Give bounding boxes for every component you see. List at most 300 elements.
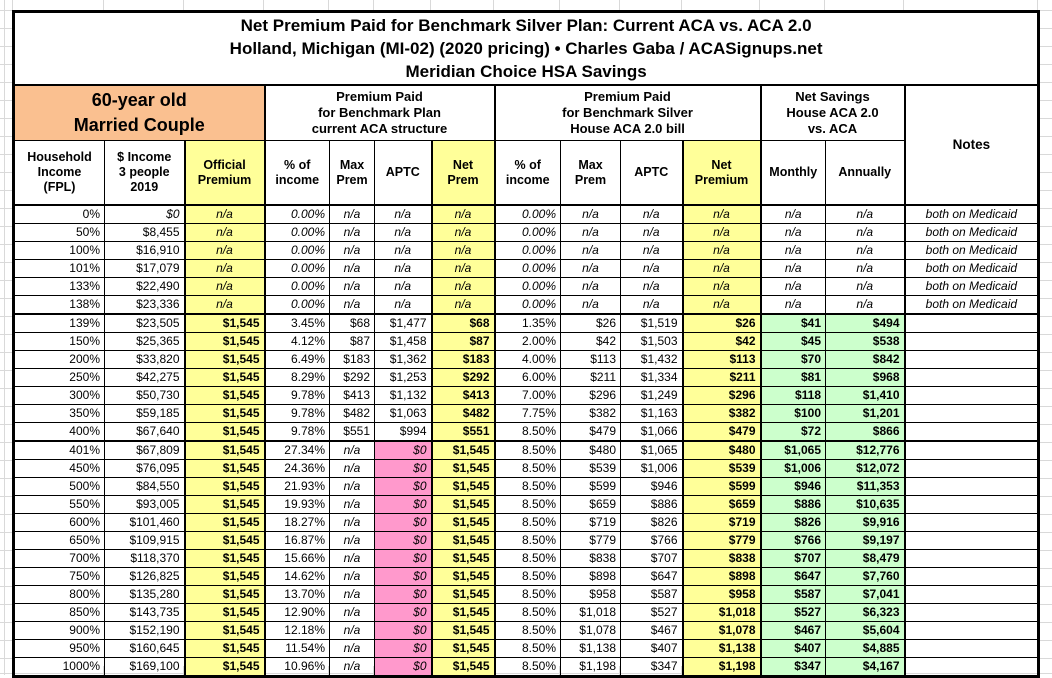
cell-official[interactable]: n/a [185,242,265,260]
cell-h_pct[interactable]: 8.50% [495,496,561,514]
cell-aca_max[interactable]: $413 [330,387,375,405]
cell-aca_pct[interactable]: 9.78% [265,405,330,423]
cell-official[interactable]: $1,545 [185,478,265,496]
cell-fpl[interactable]: 500% [14,478,105,496]
cell-aca_aptc[interactable]: $1,458 [375,333,432,351]
cell-note[interactable]: both on Medicaid [905,242,1039,260]
cell-aca_net[interactable]: $1,545 [432,604,495,622]
cell-h_net[interactable]: n/a [683,278,761,296]
cell-note[interactable] [905,333,1039,351]
cell-h_pct[interactable]: 8.50% [495,441,561,460]
cell-aca_max[interactable]: $183 [330,351,375,369]
cell-h_pct[interactable]: 8.50% [495,532,561,550]
cell-h_net[interactable]: $382 [683,405,761,423]
group-header-house-aca20[interactable]: Premium Paid for Benchmark Silver House ACA 2.0 bill [495,85,761,141]
cell-h_net[interactable]: $211 [683,369,761,387]
cell-note[interactable] [905,658,1039,677]
cell-monthly[interactable]: n/a [761,278,826,296]
cell-income[interactable]: $23,505 [105,314,185,333]
cell-h_max[interactable]: n/a [561,242,621,260]
cell-h_pct[interactable]: 7.75% [495,405,561,423]
cell-note[interactable] [905,622,1039,640]
cell-h_pct[interactable]: 0.00% [495,242,561,260]
cell-h_pct[interactable]: 8.50% [495,640,561,658]
cell-note[interactable] [905,586,1039,604]
cell-fpl[interactable]: 100% [14,242,105,260]
cell-h_max[interactable]: $719 [561,514,621,532]
cell-aca_aptc[interactable]: $994 [375,423,432,442]
cell-official[interactable]: $1,545 [185,658,265,677]
cell-h_max[interactable]: $838 [561,550,621,568]
cell-annually[interactable]: $10,635 [826,496,905,514]
cell-fpl[interactable]: 150% [14,333,105,351]
cell-aca_pct[interactable]: 12.90% [265,604,330,622]
cell-h_net[interactable]: $296 [683,387,761,405]
cell-aca_net[interactable]: $413 [432,387,495,405]
cell-aca_aptc[interactable]: n/a [375,260,432,278]
cell-official[interactable]: $1,545 [185,460,265,478]
cell-aca_max[interactable]: n/a [330,296,375,315]
cell-income[interactable]: $160,645 [105,640,185,658]
cell-income[interactable]: $84,550 [105,478,185,496]
cell-aca_pct[interactable]: 3.45% [265,314,330,333]
cell-income[interactable]: $42,275 [105,369,185,387]
cell-h_aptc[interactable]: $407 [621,640,683,658]
cell-fpl[interactable]: 850% [14,604,105,622]
cell-aca_net[interactable]: n/a [432,278,495,296]
cell-annually[interactable]: n/a [826,224,905,242]
cell-h_pct[interactable]: 2.00% [495,333,561,351]
cell-aca_max[interactable]: n/a [330,658,375,677]
cell-aca_max[interactable]: n/a [330,205,375,224]
cell-income[interactable]: $67,809 [105,441,185,460]
cell-note[interactable] [905,568,1039,586]
cell-aca_net[interactable]: $1,545 [432,496,495,514]
column-header-aca-max-prem[interactable]: Max Prem [330,141,375,206]
cell-note[interactable] [905,532,1039,550]
cell-aca_max[interactable]: n/a [330,532,375,550]
cell-aca_pct[interactable]: 0.00% [265,260,330,278]
cell-official[interactable]: n/a [185,296,265,315]
cell-note[interactable] [905,369,1039,387]
cell-income[interactable]: $25,365 [105,333,185,351]
cell-h_pct[interactable]: 8.50% [495,568,561,586]
cell-annually[interactable]: $4,167 [826,658,905,677]
cell-aca_max[interactable]: n/a [330,604,375,622]
cell-h_net[interactable]: $26 [683,314,761,333]
cell-aca_net[interactable]: n/a [432,242,495,260]
cell-note[interactable] [905,460,1039,478]
cell-h_net[interactable]: $779 [683,532,761,550]
cell-aca_net[interactable]: n/a [432,296,495,315]
column-header-house-max-prem[interactable]: Max Prem [561,141,621,206]
cell-aca_aptc[interactable]: $0 [375,441,432,460]
cell-fpl[interactable]: 650% [14,532,105,550]
cell-h_max[interactable]: $1,078 [561,622,621,640]
cell-monthly[interactable]: n/a [761,296,826,315]
cell-aca_max[interactable]: n/a [330,441,375,460]
cell-annually[interactable]: n/a [826,242,905,260]
cell-income[interactable]: $59,185 [105,405,185,423]
cell-fpl[interactable]: 400% [14,423,105,442]
cell-income[interactable]: $152,190 [105,622,185,640]
cell-aca_max[interactable]: n/a [330,460,375,478]
cell-income[interactable]: $109,915 [105,532,185,550]
cell-official[interactable]: $1,545 [185,514,265,532]
cell-aca_aptc[interactable]: $0 [375,586,432,604]
cell-h_aptc[interactable]: $1,065 [621,441,683,460]
cell-fpl[interactable]: 350% [14,405,105,423]
cell-fpl[interactable]: 0% [14,205,105,224]
cell-h_aptc[interactable]: $647 [621,568,683,586]
cell-annually[interactable]: $4,885 [826,640,905,658]
cell-fpl[interactable]: 550% [14,496,105,514]
cell-h_net[interactable]: $1,078 [683,622,761,640]
cell-aca_net[interactable]: n/a [432,260,495,278]
cell-fpl[interactable]: 1000% [14,658,105,677]
cell-aca_pct[interactable]: 0.00% [265,296,330,315]
cell-aca_net[interactable]: $1,545 [432,568,495,586]
cell-income[interactable]: $143,735 [105,604,185,622]
cell-aca_pct[interactable]: 4.12% [265,333,330,351]
cell-aca_net[interactable]: $87 [432,333,495,351]
cell-aca_net[interactable]: $1,545 [432,586,495,604]
cell-h_max[interactable]: $779 [561,532,621,550]
cell-aca_pct[interactable]: 16.87% [265,532,330,550]
cell-aca_pct[interactable]: 9.78% [265,387,330,405]
cell-h_aptc[interactable]: $766 [621,532,683,550]
cell-aca_pct[interactable]: 21.93% [265,478,330,496]
cell-annually[interactable]: $494 [826,314,905,333]
cell-monthly[interactable]: $946 [761,478,826,496]
cell-annually[interactable]: $6,323 [826,604,905,622]
cell-aca_aptc[interactable]: $0 [375,478,432,496]
group-header-net-savings[interactable]: Net Savings House ACA 2.0 vs. ACA [761,85,905,141]
cell-h_pct[interactable]: 8.50% [495,460,561,478]
cell-income[interactable]: $101,460 [105,514,185,532]
cell-fpl[interactable]: 300% [14,387,105,405]
cell-fpl[interactable]: 900% [14,622,105,640]
cell-annually[interactable]: $9,197 [826,532,905,550]
cell-note[interactable] [905,514,1039,532]
cell-fpl[interactable]: 133% [14,278,105,296]
cell-fpl[interactable]: 750% [14,568,105,586]
cell-aca_max[interactable]: $482 [330,405,375,423]
cell-monthly[interactable]: $118 [761,387,826,405]
cell-official[interactable]: $1,545 [185,387,265,405]
cell-aca_pct[interactable]: 8.29% [265,369,330,387]
cell-official[interactable]: n/a [185,224,265,242]
cell-aca_max[interactable]: n/a [330,478,375,496]
cell-note[interactable] [905,314,1039,333]
cell-aca_max[interactable]: n/a [330,550,375,568]
cell-note[interactable]: both on Medicaid [905,224,1039,242]
cell-note[interactable] [905,441,1039,460]
cell-h_pct[interactable]: 8.50% [495,622,561,640]
cell-aca_net[interactable]: $1,545 [432,460,495,478]
cell-note[interactable] [905,423,1039,442]
cell-h_max[interactable]: $479 [561,423,621,442]
cell-annually[interactable]: $5,604 [826,622,905,640]
cell-official[interactable]: $1,545 [185,496,265,514]
cell-h_max[interactable]: $296 [561,387,621,405]
cell-monthly[interactable]: n/a [761,224,826,242]
cell-h_pct[interactable]: 0.00% [495,278,561,296]
cell-h_pct[interactable]: 0.00% [495,296,561,315]
cell-monthly[interactable]: $1,006 [761,460,826,478]
cell-aca_max[interactable]: n/a [330,640,375,658]
cell-annually[interactable]: $12,072 [826,460,905,478]
cell-aca_pct[interactable]: 0.00% [265,242,330,260]
cell-aca_aptc[interactable]: n/a [375,224,432,242]
cell-h_aptc[interactable]: $1,503 [621,333,683,351]
cell-h_pct[interactable]: 8.50% [495,604,561,622]
cell-official[interactable]: $1,545 [185,640,265,658]
cell-h_pct[interactable]: 7.00% [495,387,561,405]
cell-aca_max[interactable]: n/a [330,224,375,242]
cell-h_max[interactable]: $599 [561,478,621,496]
cell-h_net[interactable]: n/a [683,260,761,278]
cell-monthly[interactable]: $707 [761,550,826,568]
cell-annually[interactable]: $866 [826,423,905,442]
cell-h_aptc[interactable]: $467 [621,622,683,640]
cell-aca_net[interactable]: $1,545 [432,441,495,460]
cell-aca_pct[interactable]: 6.49% [265,351,330,369]
cell-official[interactable]: $1,545 [185,405,265,423]
cell-h_aptc[interactable]: $826 [621,514,683,532]
cell-aca_max[interactable]: $87 [330,333,375,351]
cell-aca_pct[interactable]: 11.54% [265,640,330,658]
cell-note[interactable] [905,351,1039,369]
cell-official[interactable]: $1,545 [185,333,265,351]
cell-monthly[interactable]: $100 [761,405,826,423]
cell-h_max[interactable]: $659 [561,496,621,514]
cell-annually[interactable]: $12,776 [826,441,905,460]
cell-official[interactable]: $1,545 [185,369,265,387]
cell-h_net[interactable]: $599 [683,478,761,496]
cell-h_aptc[interactable]: $1,006 [621,460,683,478]
cell-annually[interactable]: $968 [826,369,905,387]
cell-aca_net[interactable]: $1,545 [432,658,495,677]
cell-h_pct[interactable]: 1.35% [495,314,561,333]
cell-h_aptc[interactable]: $527 [621,604,683,622]
cell-h_net[interactable]: $479 [683,423,761,442]
cell-h_pct[interactable]: 8.50% [495,586,561,604]
cell-aca_pct[interactable]: 9.78% [265,423,330,442]
cell-note[interactable] [905,604,1039,622]
cell-h_net[interactable]: $1,018 [683,604,761,622]
cell-annually[interactable]: $9,916 [826,514,905,532]
cell-h_net[interactable]: n/a [683,205,761,224]
cell-official[interactable]: n/a [185,278,265,296]
cell-monthly[interactable]: n/a [761,242,826,260]
cell-fpl[interactable]: 138% [14,296,105,315]
column-header-fpl[interactable]: Household Income (FPL) [14,141,105,206]
cell-income[interactable]: $169,100 [105,658,185,677]
cell-official[interactable]: $1,545 [185,568,265,586]
cell-income[interactable]: $33,820 [105,351,185,369]
cell-aca_net[interactable]: $1,545 [432,532,495,550]
cell-official[interactable]: $1,545 [185,314,265,333]
cell-income[interactable]: $16,910 [105,242,185,260]
cell-aca_net[interactable]: $482 [432,405,495,423]
cell-aca_pct[interactable]: 19.93% [265,496,330,514]
cell-aca_net[interactable]: $1,545 [432,514,495,532]
cell-official[interactable]: $1,545 [185,351,265,369]
cell-h_max[interactable]: $113 [561,351,621,369]
cell-income[interactable]: $135,280 [105,586,185,604]
cell-aca_pct[interactable]: 12.18% [265,622,330,640]
cell-monthly[interactable]: $467 [761,622,826,640]
column-header-aca-pct-income[interactable]: % of income [265,141,330,206]
cell-h_net[interactable]: $539 [683,460,761,478]
cell-h_aptc[interactable]: $1,334 [621,369,683,387]
cell-aca_max[interactable]: n/a [330,586,375,604]
cell-h_aptc[interactable]: n/a [621,278,683,296]
cell-aca_net[interactable]: $1,545 [432,478,495,496]
cell-h_pct[interactable]: 0.00% [495,205,561,224]
cell-aca_aptc[interactable]: $0 [375,532,432,550]
cell-aca_pct[interactable]: 13.70% [265,586,330,604]
cell-note[interactable]: both on Medicaid [905,296,1039,315]
cell-aca_aptc[interactable]: $0 [375,658,432,677]
cell-fpl[interactable]: 250% [14,369,105,387]
cell-aca_net[interactable]: $551 [432,423,495,442]
cell-official[interactable]: $1,545 [185,550,265,568]
cell-official[interactable]: n/a [185,205,265,224]
cell-aca_pct[interactable]: 10.96% [265,658,330,677]
cell-aca_aptc[interactable]: $1,063 [375,405,432,423]
cell-annually[interactable]: n/a [826,260,905,278]
column-header-monthly[interactable]: Monthly [761,141,826,206]
cell-h_net[interactable]: $659 [683,496,761,514]
cell-aca_pct[interactable]: 27.34% [265,441,330,460]
cell-official[interactable]: $1,545 [185,622,265,640]
cell-h_net[interactable]: $113 [683,351,761,369]
cell-monthly[interactable]: $70 [761,351,826,369]
cell-aca_aptc[interactable]: n/a [375,296,432,315]
cell-fpl[interactable]: 450% [14,460,105,478]
cell-annually[interactable]: $7,041 [826,586,905,604]
cell-h_max[interactable]: $1,198 [561,658,621,677]
column-header-notes[interactable]: Notes [905,85,1039,205]
cell-aca_net[interactable]: $1,545 [432,550,495,568]
cell-official[interactable]: $1,545 [185,423,265,442]
group-header-profile[interactable]: 60-year old Married Couple [14,85,265,141]
cell-aca_pct[interactable]: 14.62% [265,568,330,586]
cell-h_max[interactable]: $1,138 [561,640,621,658]
cell-annually[interactable]: $1,410 [826,387,905,405]
cell-h_aptc[interactable]: $1,066 [621,423,683,442]
cell-h_max[interactable]: n/a [561,296,621,315]
cell-annually[interactable]: n/a [826,205,905,224]
cell-aca_aptc[interactable]: $0 [375,514,432,532]
cell-aca_aptc[interactable]: $0 [375,604,432,622]
cell-aca_aptc[interactable]: n/a [375,242,432,260]
cell-annually[interactable]: $842 [826,351,905,369]
cell-h_aptc[interactable]: $1,519 [621,314,683,333]
cell-h_net[interactable]: $958 [683,586,761,604]
cell-income[interactable]: $17,079 [105,260,185,278]
cell-income[interactable]: $67,640 [105,423,185,442]
cell-note[interactable]: both on Medicaid [905,260,1039,278]
cell-h_max[interactable]: n/a [561,278,621,296]
cell-h_pct[interactable]: 0.00% [495,224,561,242]
column-header-house-pct-income[interactable]: % of income [495,141,561,206]
cell-aca_aptc[interactable]: $0 [375,550,432,568]
cell-note[interactable]: both on Medicaid [905,205,1039,224]
cell-h_max[interactable]: $1,018 [561,604,621,622]
column-header-income[interactable]: $ Income 3 people 2019 [105,141,185,206]
cell-annually[interactable]: $8,479 [826,550,905,568]
cell-income[interactable]: $22,490 [105,278,185,296]
cell-income[interactable]: $126,825 [105,568,185,586]
cell-annually[interactable]: $11,353 [826,478,905,496]
cell-official[interactable]: n/a [185,260,265,278]
cell-h_aptc[interactable]: $347 [621,658,683,677]
cell-aca_max[interactable]: $292 [330,369,375,387]
cell-note[interactable] [905,550,1039,568]
cell-h_aptc[interactable]: n/a [621,224,683,242]
cell-h_aptc[interactable]: n/a [621,205,683,224]
cell-h_net[interactable]: n/a [683,242,761,260]
cell-h_aptc[interactable]: $707 [621,550,683,568]
cell-h_max[interactable]: $958 [561,586,621,604]
table-title[interactable] [14,12,1039,86]
cell-annually[interactable]: n/a [826,296,905,315]
cell-aca_max[interactable]: $551 [330,423,375,442]
cell-aca_max[interactable]: n/a [330,622,375,640]
cell-aca_aptc[interactable]: $0 [375,622,432,640]
cell-aca_max[interactable]: n/a [330,568,375,586]
cell-h_pct[interactable]: 8.50% [495,658,561,677]
cell-aca_aptc[interactable]: $0 [375,496,432,514]
cell-h_net[interactable]: n/a [683,296,761,315]
cell-official[interactable]: $1,545 [185,586,265,604]
cell-aca_net[interactable]: n/a [432,224,495,242]
cell-h_aptc[interactable]: $587 [621,586,683,604]
cell-fpl[interactable]: 200% [14,351,105,369]
cell-aca_net[interactable]: $68 [432,314,495,333]
cell-h_net[interactable]: n/a [683,224,761,242]
cell-monthly[interactable]: $81 [761,369,826,387]
cell-monthly[interactable]: $41 [761,314,826,333]
cell-note[interactable] [905,640,1039,658]
cell-aca_aptc[interactable]: n/a [375,205,432,224]
cell-aca_pct[interactable]: 15.66% [265,550,330,568]
cell-h_pct[interactable]: 8.50% [495,514,561,532]
cell-annually[interactable]: $538 [826,333,905,351]
cell-monthly[interactable]: n/a [761,260,826,278]
cell-note[interactable]: both on Medicaid [905,278,1039,296]
cell-official[interactable]: $1,545 [185,604,265,622]
cell-aca_pct[interactable]: 0.00% [265,224,330,242]
cell-h_pct[interactable]: 6.00% [495,369,561,387]
cell-monthly[interactable]: $886 [761,496,826,514]
cell-h_net[interactable]: $1,198 [683,658,761,677]
cell-aca_net[interactable]: n/a [432,205,495,224]
cell-official[interactable]: $1,545 [185,532,265,550]
cell-h_aptc[interactable]: n/a [621,242,683,260]
cell-h_max[interactable]: n/a [561,260,621,278]
cell-h_aptc[interactable]: $1,249 [621,387,683,405]
cell-aca_aptc[interactable]: $1,132 [375,387,432,405]
column-header-official-premium[interactable]: Official Premium [185,141,265,206]
cell-h_max[interactable]: $898 [561,568,621,586]
cell-aca_aptc[interactable]: n/a [375,278,432,296]
cell-annually[interactable]: n/a [826,278,905,296]
cell-fpl[interactable]: 401% [14,441,105,460]
